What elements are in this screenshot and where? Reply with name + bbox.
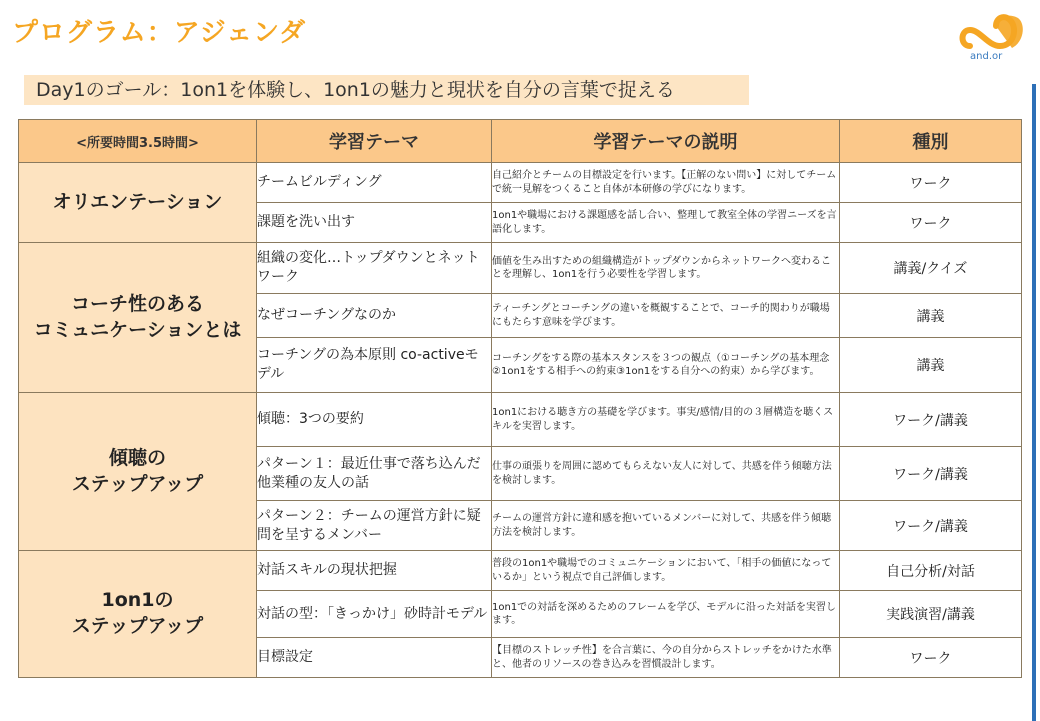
section-label-line2: ステップアップ [71,472,204,495]
theme-cell: 目標設定 [257,638,492,678]
header-type: 種別 [840,120,1022,163]
type-cell: ワーク [840,163,1022,203]
theme-cell: パターン１：最近仕事で落ち込んだ他業種の友人の話 [257,447,492,501]
section-coaching-communication [19,243,257,393]
table-row [19,243,1022,294]
desc-cell: 1on1での対話を深めるためのフレームを学び、モデルに沿った対話を実習します。 [492,591,840,638]
theme-cell: なぜコーチングなのか [257,294,492,338]
type-cell: 自己分析/対話 [840,551,1022,591]
section-label-line2: コミュニケーションとは [33,318,242,341]
type-cell: 講義/クイズ [840,243,1022,294]
desc-cell: チームの運営方針に違和感を抱いているメンバーに対して、共感を伴う傾聴方法を検討します。 [492,501,840,551]
header-desc: 学習テーマの説明 [492,120,840,163]
section-1on1-stepup [19,551,257,678]
type-cell: 講義 [840,338,1022,393]
desc-cell: 仕事の頑張りを周囲に認めてもらえない友人に対して、共感を伴う傾聴方法を検討します。 [492,447,840,501]
type-cell: ワーク/講義 [840,501,1022,551]
header-time: <所要時間3.5時間> [19,120,257,163]
theme-cell: チームビルディング [257,163,492,203]
theme-cell: 対話の型：「きっかけ」砂時計モデル [257,591,492,638]
theme-cell: 課題を洗い出す [257,203,492,243]
desc-cell: 価値を生み出すための組織構造がトップダウンからネットワークへ変わることを理解し、1on1を行う必要性を学習します。 [492,243,840,294]
theme-cell: パターン２：チームの運営方針に疑問を呈するメンバー [257,501,492,551]
type-cell: ワーク [840,203,1022,243]
type-cell: ワーク [840,638,1022,678]
header-theme: 学習テーマ [257,120,492,163]
section-label-line1: 1on1の [101,589,174,612]
desc-cell: コーチングをする際の基本スタンスを３つの観点（①コーチングの基本理念②1on1をする相手への約束③1on1をする自分への約束）から学びます。 [492,338,840,393]
desc-cell: 普段の1on1や職場でのコミュニケーションにおいて、「相手の価値になっているか」という視点で自己評価します。 [492,551,840,591]
logo-text: and.or [970,51,1003,62]
header-row [19,120,1022,163]
type-cell: 講義 [840,294,1022,338]
desc-cell: 1on1や職場における課題感を話し合い、整理して教室全体の学習ニーズを言語化します。 [492,203,840,243]
theme-cell: 組織の変化…トップダウンとネットワーク [257,243,492,294]
agenda-table [18,119,1022,678]
type-cell: ワーク/講義 [840,393,1022,447]
table-row [19,551,1022,591]
desc-cell: 【目標のストレッチ性】を合言葉に、今の自分からストレッチをかけた水準と、他者のリソースの巻き込みを習慣設計します。 [492,638,840,678]
page-title: プログラム：アジェンダ [12,18,307,48]
table-row [19,393,1022,447]
desc-cell: 1on1における聴き方の基礎を学びます。事実/感情/目的の３層構造を聴くスキルを実習します。 [492,393,840,447]
type-cell: ワーク/講義 [840,447,1022,501]
section-label: オリエンテーション [52,190,223,213]
section-orientation [19,163,257,243]
type-cell: 実践演習/講義 [840,591,1022,638]
section-label-line1: 傾聴の [108,446,166,469]
desc-cell: 自己紹介とチームの目標設定を行います。【正解のない問い】に対してチームで統一見解をつくること自体が本研修の学びになります。 [492,163,840,203]
section-label-line2: ステップアップ [71,615,204,637]
table-row [19,163,1022,203]
theme-cell: 対話スキルの現状把握 [257,551,492,591]
day-goal-banner: Day1のゴール：1on1を体験し、1on1の魅力と現状を自分の言葉で捉える [24,75,749,105]
theme-cell: 傾聴：3つの要約 [257,393,492,447]
theme-cell: コーチングの為本原則 co-activeモデル [257,338,492,393]
side-accent-bar [1030,84,1040,721]
section-label-line1: コーチ性のある [70,292,204,315]
section-listening-stepup [19,393,257,551]
desc-cell: ティーチングとコーチングの違いを概観することで、コーチ的関わりが職場にもたらす意味を学びます。 [492,294,840,338]
